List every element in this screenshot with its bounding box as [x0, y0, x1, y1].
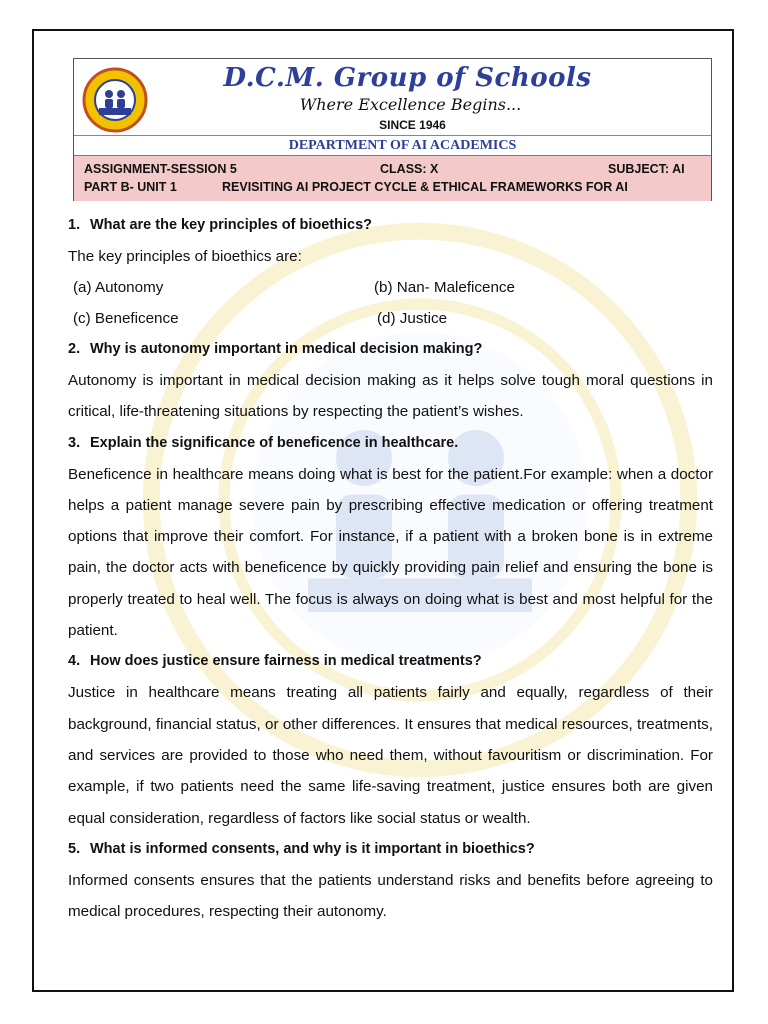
- department-title: DEPARTMENT OF AI ACADEMICS: [74, 135, 711, 155]
- school-name: D.C.M. Group of Schools: [223, 63, 592, 93]
- subject-label: SUBJECT: AI: [608, 162, 685, 176]
- answer-4: Justice in healthcare means treating all patients fairly and equally, regardless of their background, financial status, or other differences. It ensures that medical resources, treatments, and services are provided to those who need them, without favouritism or discrimination. For example, if two patients need the same life-saving treatment, justice ensures both are given equal consideration, regardless of factors like social status or wealth.: [68, 684, 713, 827]
- school-since: SINCE 1946: [379, 118, 446, 132]
- option-d: (d) Justice: [377, 310, 448, 327]
- option-b: (b) Nan- Maleficence: [374, 279, 515, 296]
- question-2: 2. Why is autonomy important in medical decision making?: [68, 341, 483, 357]
- class-label: CLASS: X: [380, 162, 439, 176]
- answer-5: Informed consents ensures that the patients understand risks and benefits before agreeing to medical procedures, respecting their autonomy.: [68, 871, 713, 921]
- unit-title: REVISITING AI PROJECT CYCLE & ETHICAL FRAMEWORKS FOR AI: [222, 180, 628, 194]
- option-a: (a) Autonomy: [73, 279, 164, 296]
- header: [73, 58, 712, 201]
- answer-3: Beneficence in healthcare means doing what is best for the patient.For example: when a doctor helps a patient manage severe pain by prescribing effective medication or offering treatment options that improve their comfort. For instance, if a patient with a broken bone is in extreme pain, the doctor acts with beneficence by quickly providing pain relief and ensuring the bone is properly treated to heal well. The focus is always on doing what is best and most helpful for the patient.: [68, 465, 713, 640]
- question-1: 1. What are the key principles of bioethics?: [68, 217, 373, 233]
- assignment-info-band: [74, 155, 711, 201]
- question-4: 4. How does justice ensure fairness in medical treatments?: [68, 653, 482, 670]
- options-row-2: [68, 303, 713, 334]
- header-top: [74, 59, 711, 135]
- school-tagline: Where Excellence Begins...: [299, 95, 522, 114]
- content: [68, 210, 713, 927]
- answer-2: Autonomy is important in medical decision making as it helps solve tough moral questions in critical, life-threatening situations by respecting the patient’s wishes.: [68, 372, 713, 421]
- answer-1-intro: The key principles of bioethics are:: [68, 248, 302, 265]
- part-label: PART B- UNIT 1: [84, 180, 177, 194]
- question-3: 3. Explain the significance of beneficence in healthcare.: [68, 434, 459, 451]
- option-c: (c) Beneficence: [73, 310, 179, 327]
- question-5: 5. What is informed consents, and why is it important in bioethics?: [68, 840, 535, 857]
- assignment-label: ASSIGNMENT-SESSION 5: [84, 162, 237, 176]
- options-row-1: [68, 272, 713, 303]
